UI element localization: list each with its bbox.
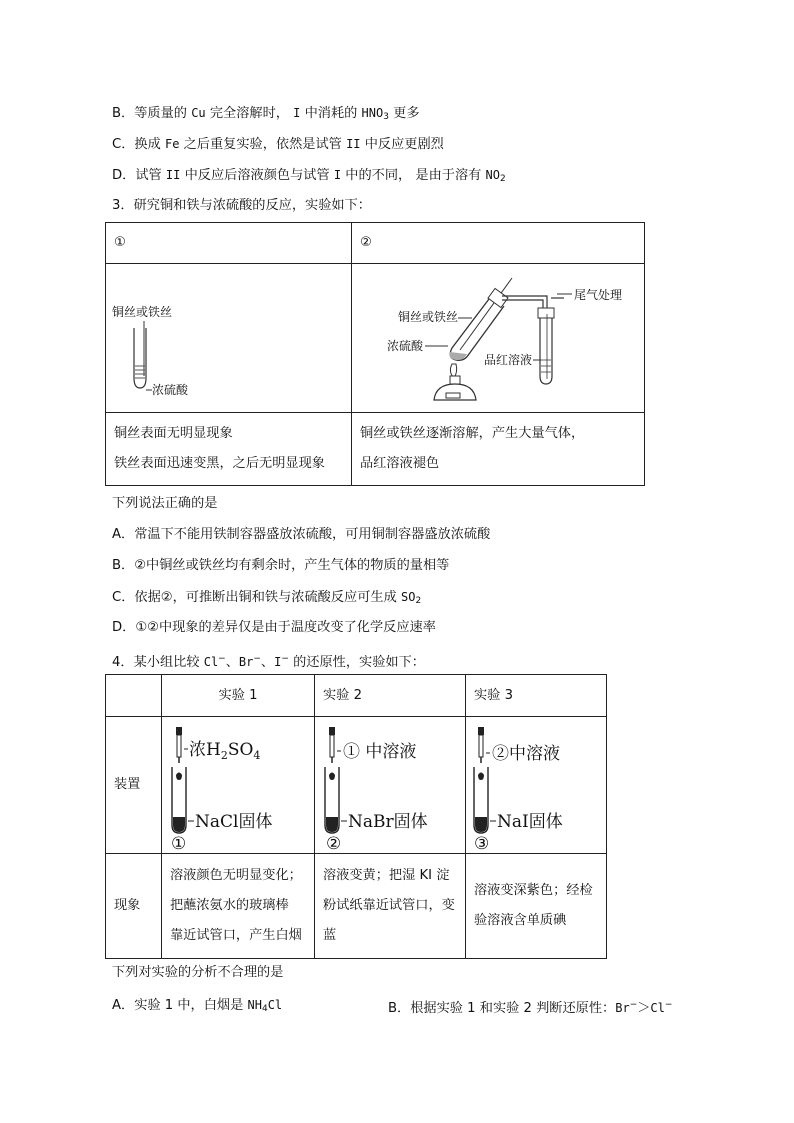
q3-observation-2: 铜丝或铁丝逐渐溶解，产生大量气体， 品红溶液褪色	[352, 413, 645, 486]
svg-text:②中溶液: ②中溶液	[492, 744, 560, 764]
q4-head-exp3: 实验 3	[466, 675, 607, 717]
q4-phenomenon-2: 溶液变黄；把湿 KI 淀 粉试纸靠近试管口，变 蓝	[315, 854, 466, 959]
q4-head-exp2: 实验 2	[315, 675, 466, 717]
svg-text:NaCl固体: NaCl固体	[195, 812, 273, 832]
fig2-label-acid: 浓硫酸	[387, 339, 424, 353]
q3-figure-1-cell	[106, 264, 352, 413]
q4-apparatus-2	[315, 717, 466, 854]
q2-option-b: B．等质量的 Cu 完全溶解时， I 中消耗的 $HNO_3$ 更多	[112, 106, 420, 122]
q3-figure-2-cell	[352, 264, 645, 413]
q3-option-a: A．常温下不能用铁制容器盛放浓硫酸，可用铜制容器盛放浓硫酸	[112, 527, 491, 542]
svg-text:浓H2SO4: 浓$H_2SO_4$	[189, 740, 261, 762]
fig1-label-wire: 铜丝或铁丝	[112, 305, 173, 319]
heating-apparatus-figure	[352, 264, 644, 412]
dropper-tube-1	[162, 717, 314, 853]
q3-observation-1: 铜丝表面无明显现象 铁丝表面迅速变黑，之后无明显现象	[106, 413, 352, 486]
q4-row-apparatus-label: 装置	[106, 717, 162, 854]
dropper-tube-2	[315, 717, 465, 853]
svg-text:②: ②	[326, 834, 342, 853]
q2-option-d: D．试管 II 中反应后溶液颜色与试管 I 中的不同， 是由于溶有 $NO_2$	[112, 168, 506, 184]
fig2-label-pink: 品红溶液	[484, 353, 533, 367]
q2-option-c: C．换成 Fe 之后重复实验，依然是试管 II 中反应更剧烈	[112, 137, 444, 152]
svg-text:③: ③	[474, 834, 490, 853]
svg-text:NaI固体: NaI固体	[497, 812, 563, 832]
q3-option-d: D．①②中现象的差异仅是由于温度改变了化学反应速率	[112, 620, 436, 635]
test-tube-figure	[106, 264, 351, 412]
q4-phenomenon-3: 溶液变深紫色；经检 验溶液含单质碘	[466, 854, 607, 959]
q3-table	[105, 222, 645, 486]
q4-table	[105, 674, 607, 959]
q4-phenomenon-1: 溶液颜色无明显变化； 把蘸浓氨水的玻璃棒 靠近试管口，产生白烟	[162, 854, 315, 959]
q4-head-exp1: 实验 1	[162, 675, 315, 717]
svg-text:①: ①	[171, 834, 187, 853]
q4-apparatus-1	[162, 717, 315, 854]
dropper-tube-3	[466, 717, 606, 853]
q4-corner-cell	[106, 675, 162, 717]
svg-text:NaBr固体: NaBr固体	[348, 812, 428, 832]
q4-question: 下列对实验的分析不合理的是	[112, 965, 284, 980]
q3-option-b: B．②中铜丝或铁丝均有剩余时，产生气体的物质的量相等	[112, 558, 450, 573]
q4-apparatus-3	[466, 717, 607, 854]
q4-stem: 4．某小组比较 Cl−、Br−、I− 的还原性，实验如下：	[112, 654, 425, 670]
fig1-label-acid: 浓硫酸	[152, 383, 189, 397]
q3-col2-header: ②	[352, 223, 645, 264]
q3-col1-header: ①	[106, 223, 352, 264]
q4-option-b: B．根据实验 1 和实验 2 判断还原性：Br−＞Cl−	[388, 1000, 673, 1016]
fig2-label-tail: 尾气处理	[574, 288, 623, 302]
q4-row-phenomenon-label: 现象	[106, 854, 162, 959]
q3-option-c: C．依据②，可推断出铜和铁与浓硫酸反应可生成 $SO_2$	[112, 590, 422, 606]
q4-option-a: A．实验 1 中，白烟是 $NH_4Cl$	[112, 998, 283, 1014]
fig2-label-wire: 铜丝或铁丝	[398, 310, 459, 324]
q3-stem: 3．研究铜和铁与浓硫酸的反应，实验如下：	[112, 198, 371, 213]
svg-text:① 中溶液: ① 中溶液	[343, 742, 417, 762]
q3-question: 下列说法正确的是	[112, 496, 218, 511]
